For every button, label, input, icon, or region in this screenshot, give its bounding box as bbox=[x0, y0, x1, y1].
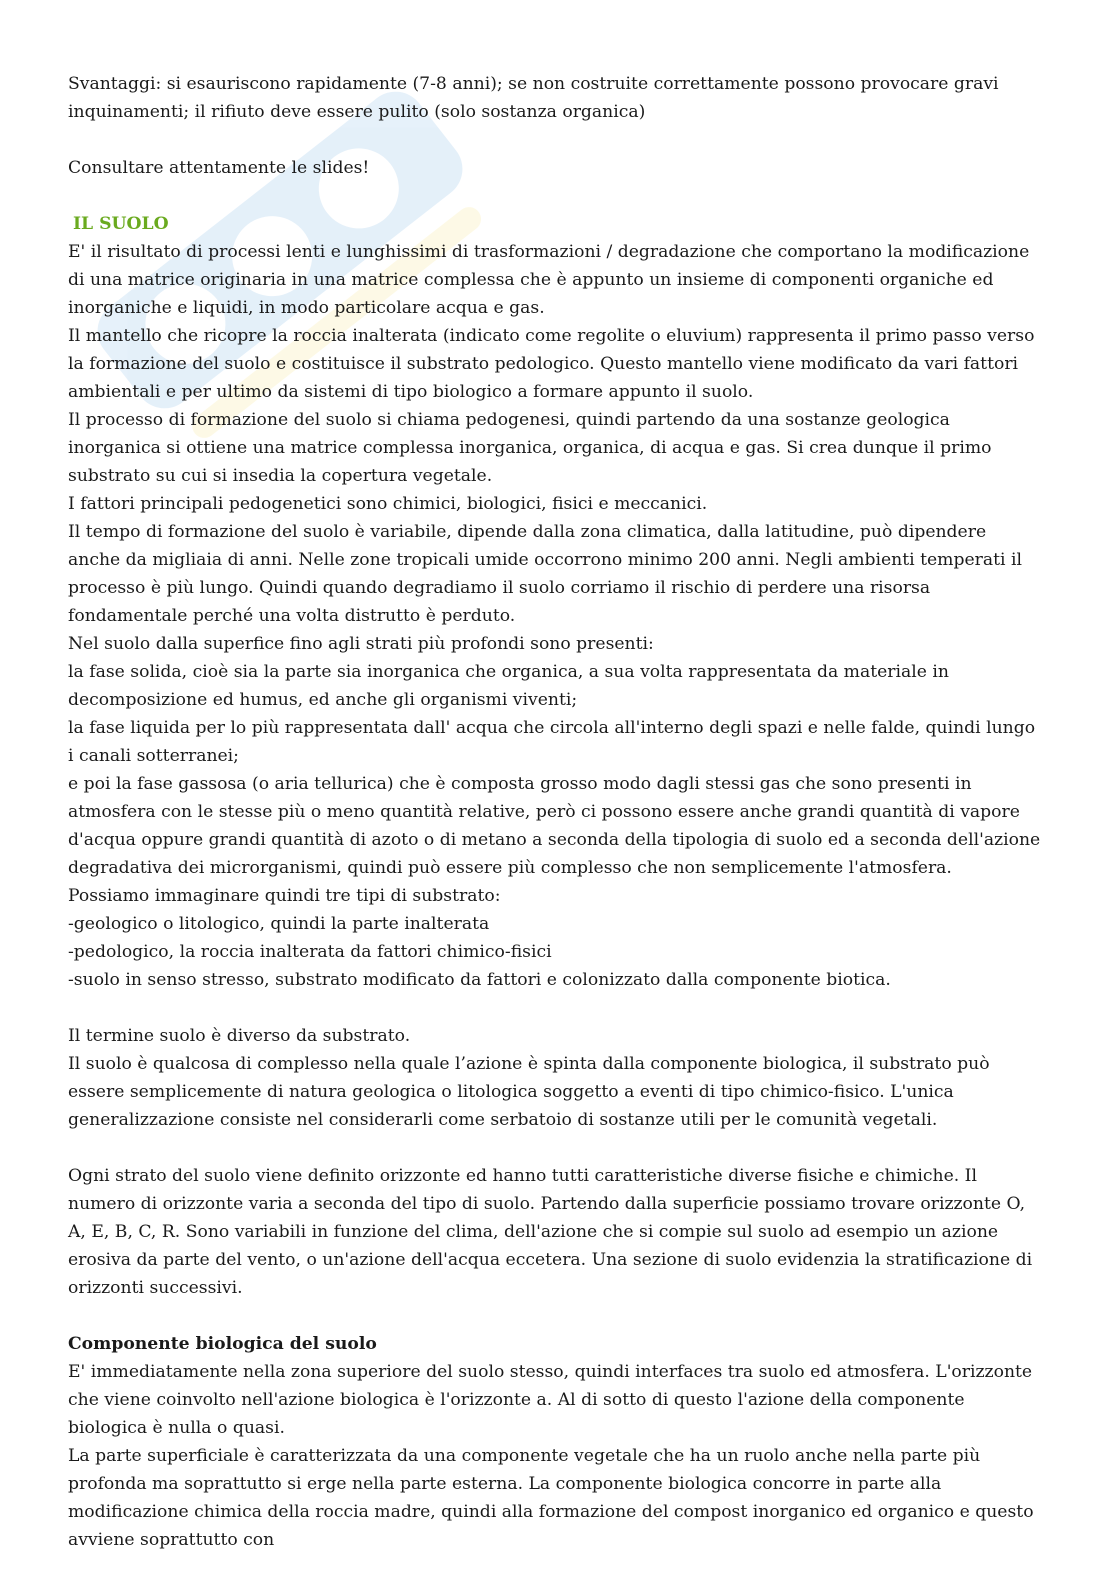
paragraph: I fattori principali pedogenetici sono chimici, biologici, fisici e meccanici. bbox=[68, 494, 708, 514]
paragraph: la fase solida, cioè sia la parte sia inorganica che organica, a sua volta rappresentata da materiale in decomposizione ed humus, ed anche gli organismi viventi; bbox=[68, 662, 949, 710]
paragraph-consultare: Consultare attentamente le slides! bbox=[68, 158, 370, 178]
paragraph: Ogni strato del suolo viene definito orizzonte ed hanno tutti caratteristiche diverse fisiche e chimiche. Il numero di orizzonte varia a seconda del tipo di suolo. Partendo dalla superficie possiamo trovare orizzonte O, A, E, B, C, R. Sono variabili in funzione del clima, dell'azione che si compie sul suolo ad esempio un azione erosiva da parte del vento, o un'azione dell'acqua eccetera. Una sezione di suolo evidenzia la stratificazione di orizzonti successivi. bbox=[68, 1166, 1033, 1298]
paragraph: Il suolo è qualcosa di complesso nella quale l’azione è spinta dalla componente biologica, il substrato può essere semplicemente di natura geologica o litologica soggetto a eventi di tipo chimico-fisico. L'unica generalizzazione consiste nel considerarli come serbatoio di sostanze utili per le comunità vegetali. bbox=[68, 1054, 990, 1130]
paragraph: Il tempo di formazione del suolo è variabile, dipende dalla zona climatica, dalla latitudine, può dipendere anche da migliaia di anni. Nelle zone tropicali umide occorrono minimo 200 anni. Negli ambienti temperati il processo è più lungo. Quindi quando degradiamo il suolo corriamo il rischio di perdere una risorsa fondamentale perché una volta distrutto è perduto. bbox=[68, 522, 1022, 626]
section-title-il-suolo: IL SUOLO bbox=[73, 214, 169, 234]
paragraph: E' il risultato di processi lenti e lunghissimi di trasformazioni / degradazione che comportano la modificazione di una matrice originaria in una matrice complessa che è appunto un insieme di componenti organiche ed inorganiche e liquidi, in modo particolare acqua e gas. bbox=[68, 242, 1030, 318]
paragraph: Il mantello che ricopre la roccia inalterata (indicato come regolite o eluvium) rappresenta il primo passo verso la formazione del suolo e costituisce il substrato pedologico. Questo mantello viene modificato da vari fattori ambientali e per ultimo da sistemi di tipo biologico a formare appunto il suolo. bbox=[68, 326, 1035, 402]
paragraph: La parte superficiale è caratterizzata da una componente vegetale che ha un ruolo anche nella parte più profonda ma soprattutto si erge nella parte esterna. La componente biologica concorre in parte alla modificazione chimica della roccia madre, quindi alla formazione del compost inorganico ed organico e questo avviene soprattutto con bbox=[68, 1446, 1034, 1550]
list-item: -geologico o litologico, quindi la parte inalterata bbox=[68, 914, 490, 934]
paragraph: Il termine suolo è diverso da substrato. bbox=[68, 1026, 411, 1046]
paragraph: Nel suolo dalla superfice fino agli strati più profondi sono presenti: bbox=[68, 634, 654, 654]
paragraph-svantaggi: Svantaggi: si esauriscono rapidamente (7-8 anni); se non costruite correttamente possono provocare gravi inquinamenti; il rifiuto deve essere pulito (solo sostanza organica) bbox=[68, 74, 999, 122]
paragraph: e poi la fase gassosa (o aria tellurica) che è composta grosso modo dagli stessi gas che sono presenti in atmosfera con le stesse più o meno quantità relative, però ci possono essere anche grandi quantità di vapore d'acqua oppure grandi quantità di azoto o di metano a seconda della tipologia di suolo ed a seconda dell'azione degradativa dei microrganismi, quindi può essere più complesso che non semplicemente l'atmosfera. bbox=[68, 774, 1041, 878]
list-item: -suolo in senso stresso, substrato modificato da fattori e colonizzato dalla componente biotica. bbox=[68, 970, 891, 990]
paragraph: Il processo di formazione del suolo si chiama pedogenesi, quindi partendo da una sostanze geologica inorganica si ottiene una matrice complessa inorganica, organica, di acqua e gas. Si crea dunque il primo substrato su cui si insedia la copertura vegetale. bbox=[68, 410, 992, 486]
paragraph: la fase liquida per lo più rappresentata dall' acqua che circola all'interno degli spazi e nelle falde, quindi lungo i canali sotterranei; bbox=[68, 718, 1036, 766]
section-title-componente-biologica: Componente biologica del suolo bbox=[68, 1334, 377, 1354]
paragraph: Possiamo immaginare quindi tre tipi di substrato: bbox=[68, 886, 501, 906]
document-page bbox=[68, 70, 1043, 1554]
paragraph: E' immediatamente nella zona superiore del suolo stesso, quindi interfaces tra suolo ed atmosfera. L'orizzonte che viene coinvolto nell'azione biologica è l'orizzonte a. Al di sotto di questo l'azione della componente biologica è nulla o quasi. bbox=[68, 1362, 1033, 1438]
list-item: -pedologico, la roccia inalterata da fattori chimico-fisici bbox=[68, 942, 552, 962]
